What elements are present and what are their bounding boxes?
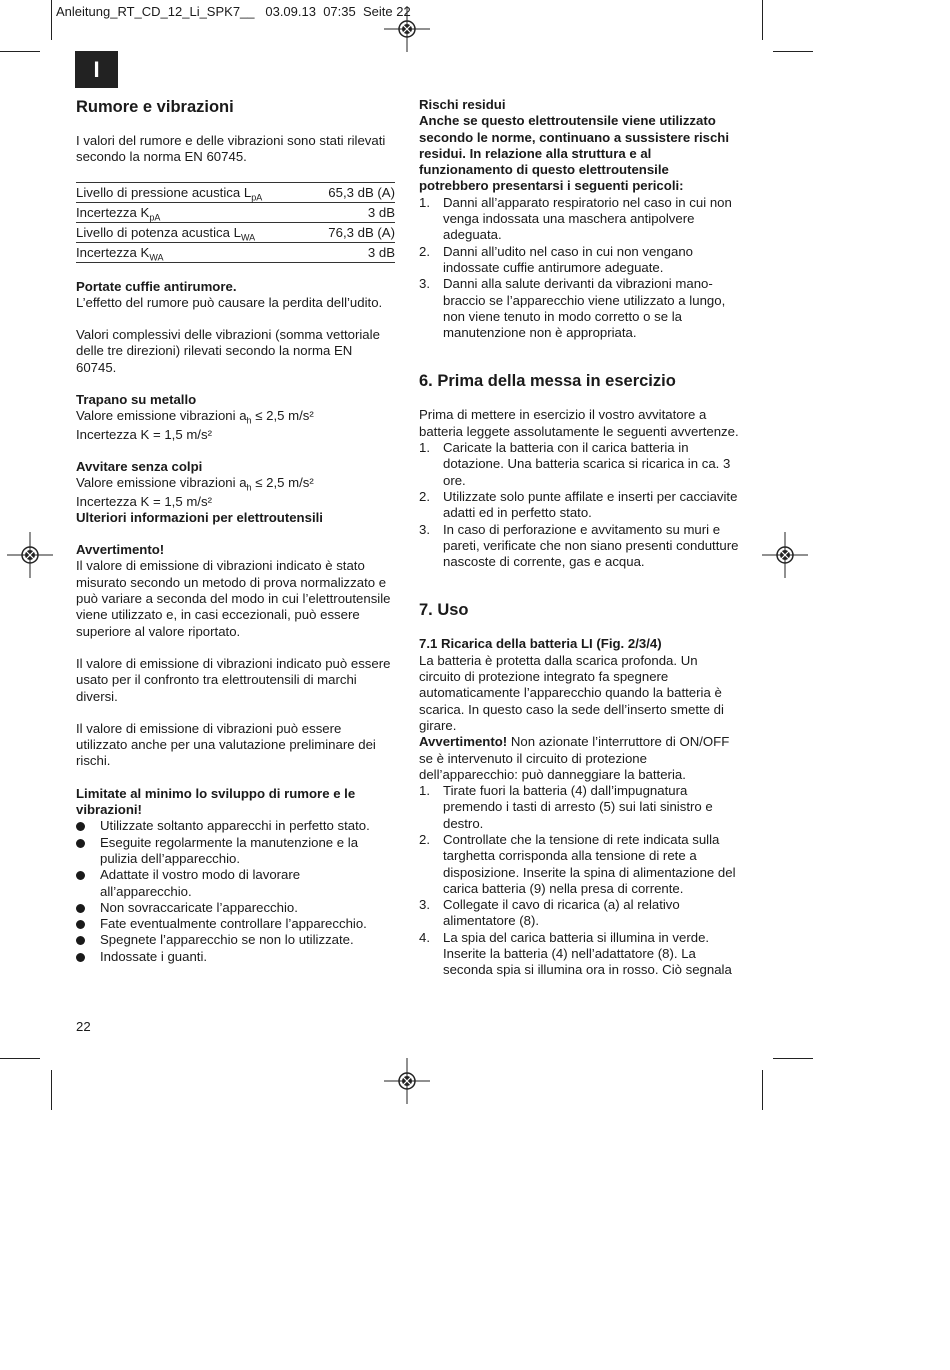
hearing-text: L’effetto del rumore può causare la perdita dell’udito. — [76, 294, 383, 310]
list-item: 2. Danni all’udito nel caso in cui non vengano indossate cuffie antirumore adeguate. — [419, 243, 694, 275]
right-column — [419, 97, 741, 979]
spec-label: Livello di pressione acustica $L_{pA}$ — [76, 182, 311, 202]
list-item: Indossate i guanti. — [76, 949, 395, 965]
list-item: Spegnete l’apparecchio se non lo utilizzate. — [76, 932, 395, 948]
preliminary-text: Il valore di emissione di vibrazioni può essere utilizzato anche per una valutazione preliminare dei rischi. — [76, 720, 376, 769]
crop-mark-bl-v — [51, 1070, 52, 1110]
vibration-intro: Valori complessivi delle vibrazioni (somma vettoriale delle tre direzioni) rilevati secondo la norma EN 60745. — [76, 327, 380, 375]
table-row — [76, 202, 395, 222]
spec-value: 76,3 dB (A) — [311, 222, 395, 242]
list-item: 1. Tirate fuori la batteria (4) dall’impugnatura premendo i tasti di arresto (5) sui lati sinistro e destro. — [419, 783, 713, 831]
list-item: 2. Utilizzate solo punte affilate e inserti per cacciavite adatti ed in perfetto stato. — [419, 488, 738, 521]
bullet-dot-icon — [76, 839, 85, 848]
noise-spec-table — [76, 182, 395, 263]
table-row — [76, 222, 395, 242]
hearing-heading: Portate cuffie antirumore. — [76, 278, 237, 294]
registration-mark-left-icon — [7, 532, 53, 578]
crop-mark-tl-v — [51, 0, 52, 40]
noise-intro: I valori del rumore e delle vibrazioni sono stati rilevati secondo la norma EN 60745. — [76, 133, 386, 165]
spec-label: Livello di potenza acustica $L_{WA}$ — [76, 222, 311, 242]
drill-uncertainty: Incertezza K = 1,5 m/s² — [76, 426, 212, 442]
list-item: 4. La spia del carica batteria si illumina in verde. Inserite la batteria (4) nell’adattatore (8). La seconda spia si illumina ora in rosso. Ciò segnala — [419, 929, 732, 978]
bullet-dot-icon — [76, 953, 85, 962]
commissioning-intro: Prima di mettere in esercizio il vostro avvitatore a batteria leggete assolutamente le seguenti avvertenze. — [419, 407, 739, 439]
bullet-dot-icon — [76, 822, 85, 831]
bullet-dot-icon — [76, 936, 85, 945]
commissioning-list — [419, 440, 741, 570]
registration-mark-right-icon — [762, 532, 808, 578]
crop-mark-tr-h — [773, 51, 813, 52]
crop-mark-bl-h — [0, 1058, 40, 1059]
table-row — [76, 242, 395, 262]
registration-mark-top-icon — [384, 6, 430, 52]
slug-filename: Anleitung_RT_CD_12_Li_SPK7__ — [56, 4, 255, 19]
residual-list — [419, 195, 741, 342]
warning-heading: Avvertimento! — [76, 542, 165, 558]
list-item: 3. In caso di perforazione e avvitamento su muri e pareti, verificate che non siano presenti condutture nascoste di corrente, gas e acqua. — [419, 521, 739, 570]
list-item: Adattate il vostro modo di lavorare all’apparecchio. — [76, 867, 395, 900]
spec-label: Incertezza $K_{WA}$ — [76, 242, 311, 262]
section-title-use: 7. Uso — [419, 601, 469, 620]
print-slug — [56, 4, 411, 20]
spec-value: 3 dB — [311, 202, 395, 222]
bullet-dot-icon — [76, 920, 85, 929]
more-info-heading: Ulteriori informazioni per elettroutensili — [76, 509, 323, 525]
warning-text: Il valore di emissione di vibrazioni indicato è stato misurato secondo un metodo di prova normalizzato e può variare a seconda del modo in cui l’elettroutensile viene utilizzato e, in casi eccezionali, può essere superiore al valore riportato. — [76, 558, 391, 639]
limit-bullet-list — [76, 818, 395, 965]
list-item: 1. Caricate la batteria con il carica batteria in dotazione. Una batteria scarica si ricarica in ca. 3 ore. — [419, 440, 731, 488]
list-item: Utilizzate soltanto apparecchi in perfetto stato. — [76, 818, 395, 834]
slug-date: 03.09.13 — [265, 4, 316, 19]
bullet-dot-icon — [76, 904, 85, 913]
charging-list — [419, 783, 741, 979]
section-title-commissioning: 6. Prima della messa in esercizio — [419, 372, 676, 391]
residual-intro: Anche se questo elettroutensile viene utilizzato secondo le norme, continuano a sussistere rischi residui. In relazione alla struttura e al funzionamento di questo elettroutensile potrebbero presentarsi i seguenti pericoli: — [419, 113, 729, 194]
charging-warning: Avvertimento! Non azionate l’interruttore di ON/OFF se è intervenuto il circuito di protezione dell’apparecchio: può danneggiare la batteria. — [419, 734, 730, 782]
list-item: 3. Danni alla salute derivanti da vibrazioni mano-braccio se l’apparecchio viene utilizzato a lungo, non viene tenuto in modo corretto o se la manutenzione non è appropriata. — [419, 276, 726, 341]
list-item: Non sovraccaricate l’apparecchio. — [76, 900, 395, 916]
crop-mark-tl-h — [0, 51, 40, 52]
slug-time: 07:35 — [323, 4, 356, 19]
bullet-dot-icon — [76, 871, 85, 880]
left-column — [76, 97, 395, 965]
crop-mark-br-h — [773, 1058, 813, 1059]
list-item: 1. Danni all’apparato respiratorio nel caso in cui non venga indossata una maschera antipolvere adeguata. — [419, 194, 732, 243]
drill-emission: Valore emissione vibrazioni $a_h \le 2,5$ m/s² — [76, 408, 314, 427]
list-item: 3. Collegate il cavo di ricarica (a) al relativo alimentatore (8). — [419, 897, 680, 929]
crop-mark-tr-v — [762, 0, 763, 40]
screw-emission: Valore emissione vibrazioni $a_h \le 2,5$ m/s² — [76, 475, 314, 493]
compare-text: Il valore di emissione di vibrazioni indicato può essere usato per il confronto tra elettroutensili di marchi diversi. — [76, 655, 391, 704]
language-tab: I — [75, 51, 118, 88]
charging-text: La batteria è protetta dalla scarica profonda. Un circuito di protezione integrato fa spegnere automaticamente l’apparecchio quando la batteria è scarica. In questo caso la sede dell’inserto smette di girare. — [419, 652, 724, 733]
residual-heading: Rischi residui — [419, 97, 506, 112]
table-row — [76, 182, 395, 202]
page-number: 22 — [76, 1019, 91, 1034]
spec-value: 3 dB — [311, 242, 395, 262]
list-item: 2. Controllate che la tensione di rete indicata sulla targhetta corrisponda alla tensione di rete a disposizione. Inserite la spina di alimentazione del carica batteria (9) nella presa di corrente. — [419, 831, 736, 896]
screw-heading: Avvitare senza colpi — [76, 458, 203, 474]
spec-value: 65,3 dB (A) — [311, 182, 395, 202]
crop-mark-br-v — [762, 1070, 763, 1110]
charging-heading: 7.1 Ricarica della batteria LI (Fig. 2/3/4) — [419, 636, 662, 652]
spec-label: Incertezza $K_{pA}$ — [76, 202, 311, 222]
drill-heading: Trapano su metallo — [76, 392, 197, 408]
list-item: Eseguite regolarmente la manutenzione e la pulizia dell’apparecchio. — [76, 835, 395, 868]
limit-heading: Limitate al minimo lo sviluppo di rumore e le vibrazioni! — [76, 785, 356, 818]
registration-mark-bottom-icon — [384, 1058, 430, 1104]
section-title-noise: Rumore e vibrazioni — [76, 98, 234, 116]
slug-page: Seite 22 — [362, 4, 411, 19]
screw-uncertainty: Incertezza K = 1,5 m/s² — [76, 493, 212, 509]
list-item: Fate eventualmente controllare l’apparecchio. — [76, 916, 395, 932]
